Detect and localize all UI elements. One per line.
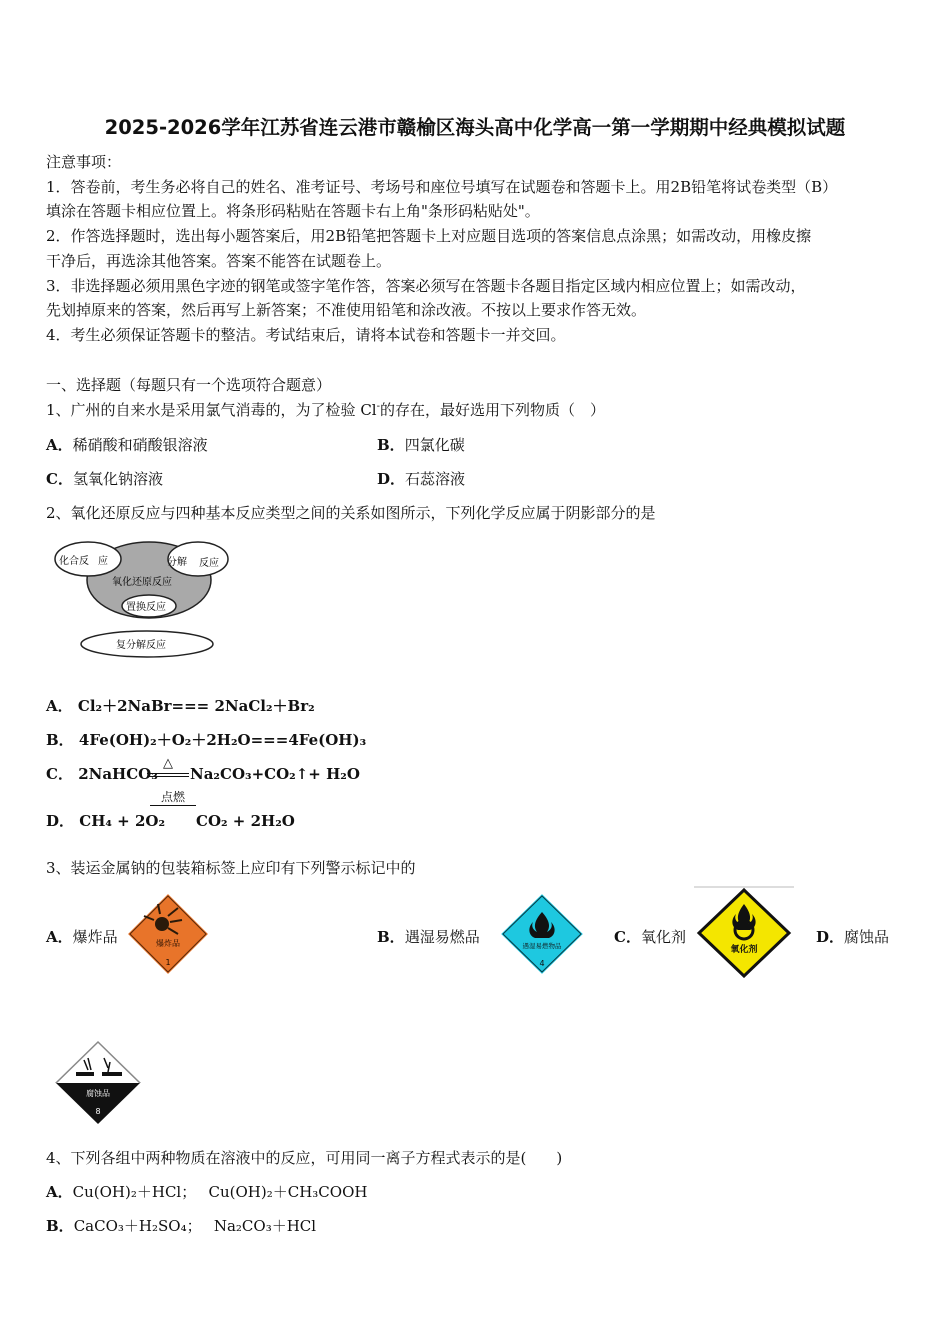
q1-stem-a: 1、广州的自来水是采用氯气消毒的，为了检验 Cl bbox=[46, 401, 377, 419]
notice-heading: 注意事项： bbox=[46, 153, 122, 171]
water-reactive-hazard-sign bbox=[497, 890, 587, 978]
q1-option-b bbox=[377, 433, 465, 457]
option-letter: A． bbox=[46, 1183, 73, 1201]
oxidizer-diamond bbox=[699, 890, 789, 976]
question-4-stem: 4、下列各组中两种物质在溶液中的反应，可用同一离子方程式表示的是( ) bbox=[46, 1149, 563, 1167]
option-text: 2NaHCO₃ bbox=[78, 765, 158, 783]
water-reactive-class: 4 bbox=[539, 959, 545, 968]
option-text: Cu(OH)₂＋HCl； Cu(OH)₂＋CH₃COOH bbox=[72, 1183, 368, 1201]
option-letter: A． bbox=[46, 436, 73, 454]
label-decomposition: 分解 bbox=[167, 557, 187, 568]
option-letter: B． bbox=[377, 928, 405, 946]
option-letter: B． bbox=[377, 436, 405, 454]
q4-option-a bbox=[46, 1180, 367, 1204]
option-text: 爆炸品 bbox=[72, 928, 118, 946]
option-text: Cl₂＋2NaBr=== 2NaCl₂＋Br₂ bbox=[77, 697, 315, 715]
option-text: 四氯化碳 bbox=[404, 436, 465, 454]
q2-option-a bbox=[46, 694, 315, 718]
q2-option-c-products: Na₂CO₃+CO₂↑+ H₂O bbox=[190, 765, 360, 783]
explosive-hazard-sign bbox=[124, 890, 212, 978]
question-1-stem bbox=[46, 398, 605, 422]
q2-option-d bbox=[46, 809, 165, 833]
option-text: 氢氧化钠溶液 bbox=[72, 470, 163, 488]
notice-line: 干净后，再选涂其他答案。答案不能答在试题卷上。 bbox=[46, 252, 392, 270]
option-letter: D． bbox=[816, 928, 845, 946]
option-letter: B． bbox=[46, 1217, 74, 1235]
oxidizer-hazard-sign bbox=[694, 886, 794, 978]
option-text: 4Fe(OH)₂＋O₂＋2H₂O===4Fe(OH)₃ bbox=[78, 731, 367, 749]
explosive-label: 爆炸品 bbox=[156, 939, 180, 948]
q3-option-d bbox=[816, 925, 889, 949]
explosive-class: 1 bbox=[165, 958, 171, 967]
corrosive-class: 8 bbox=[95, 1107, 101, 1116]
option-text: 稀硝酸和硝酸银溶液 bbox=[72, 436, 208, 454]
q1-option-d bbox=[377, 467, 465, 491]
q1-option-a bbox=[46, 433, 208, 457]
option-text: 腐蚀品 bbox=[844, 928, 890, 946]
ignition-condition bbox=[150, 791, 196, 809]
question-3-stem: 3、装运金属钠的包装箱标签上应印有下列警示标记中的 bbox=[46, 859, 416, 877]
option-text: CaCO₃＋H₂SO₄； Na₂CO₃＋HCl bbox=[73, 1217, 317, 1235]
option-text: 遇湿易燃品 bbox=[404, 928, 480, 946]
notice-line: 3．非选择题必须用黑色字迹的钢笔或签字笔作答，答案必须写在答题卡各题目指定区域内相应位置上；如需改动， bbox=[46, 277, 806, 295]
q1-stem-b: 的存在，最好选用下列物质（ ） bbox=[379, 401, 605, 419]
reaction-type-diagram bbox=[50, 535, 235, 665]
option-letter: C． bbox=[614, 928, 641, 946]
page-title: 2025-2026学年江苏省连云港市赣榆区海头高中化学高一第一学期期中经典模拟试题 bbox=[104, 116, 846, 139]
explosion-icon bbox=[155, 917, 169, 931]
label-decomposition-2: 反应 bbox=[199, 558, 219, 569]
label-redox: 氧化还原反应 bbox=[112, 577, 172, 588]
q2-option-d-products: CO₂ + 2H₂O bbox=[196, 812, 295, 830]
oxidizer-label: 氧化剂 bbox=[730, 945, 758, 955]
notice-line: 2．作答选择题时，选出每小题答案后，用2B铅笔把答题卡上对应题目选项的答案信息点涂黑；如需改动，用橡皮擦 bbox=[46, 227, 812, 245]
heat-symbol: △ bbox=[163, 756, 173, 771]
ignition-label: 点燃 bbox=[160, 790, 185, 804]
label-replacement: 置换反应 bbox=[126, 602, 166, 613]
water-reactive-label: 遇湿易燃物品 bbox=[522, 942, 562, 950]
q3-option-b bbox=[377, 925, 480, 949]
option-letter: A． bbox=[46, 697, 73, 715]
option-text: 石蕊溶液 bbox=[405, 470, 466, 488]
notice-line: 1．答卷前，考生务必将自己的姓名、准考证号、考场号和座位号填写在试题卷和答题卡上。用2B铅笔将试卷类型（B） bbox=[46, 178, 838, 196]
corrosive-hazard-sign bbox=[54, 1040, 142, 1126]
option-letter: B． bbox=[46, 731, 74, 749]
notice-line: 填涂在答题卡相应位置上。将条形码粘贴在答题卡右上角"条形码粘贴处"。 bbox=[46, 202, 540, 220]
q3-option-c bbox=[614, 925, 686, 949]
q2-option-b bbox=[46, 728, 366, 752]
notice-line: 4．考生必须保证答题卡的整洁。考试结束后，请将本试卷和答题卡一并交回。 bbox=[46, 326, 566, 344]
heating-condition bbox=[147, 757, 189, 779]
option-letter: D． bbox=[46, 812, 75, 830]
option-text: CH₄ + 2O₂ bbox=[79, 812, 166, 830]
question-2-stem: 2、氧化还原反应与四种基本反应类型之间的关系如图所示，下列化学反应属于阴影部分的是 bbox=[46, 504, 656, 522]
q1-option-c bbox=[46, 467, 163, 491]
q2-option-c bbox=[46, 762, 158, 786]
option-letter: D． bbox=[377, 470, 406, 488]
label-double-decomposition: 复分解反应 bbox=[116, 640, 166, 651]
label-combination-2: 应 bbox=[98, 556, 108, 567]
option-letter: C． bbox=[46, 470, 73, 488]
q4-option-b bbox=[46, 1214, 316, 1238]
option-letter: A． bbox=[46, 928, 73, 946]
notice-line: 先划掉原来的答案，然后再写上新答案；不准使用铅笔和涂改液。不按以上要求作答无效。 bbox=[46, 301, 647, 319]
section-heading: 一、选择题（每题只有一个选项符合题意） bbox=[46, 376, 332, 394]
option-text: 氧化剂 bbox=[640, 928, 686, 946]
q3-option-a bbox=[46, 925, 118, 949]
label-combination: 化合反 bbox=[59, 556, 89, 567]
q1-stem-sup: - bbox=[376, 401, 380, 412]
option-letter: C． bbox=[46, 765, 73, 783]
corrosive-label: 腐蚀品 bbox=[86, 1089, 110, 1098]
